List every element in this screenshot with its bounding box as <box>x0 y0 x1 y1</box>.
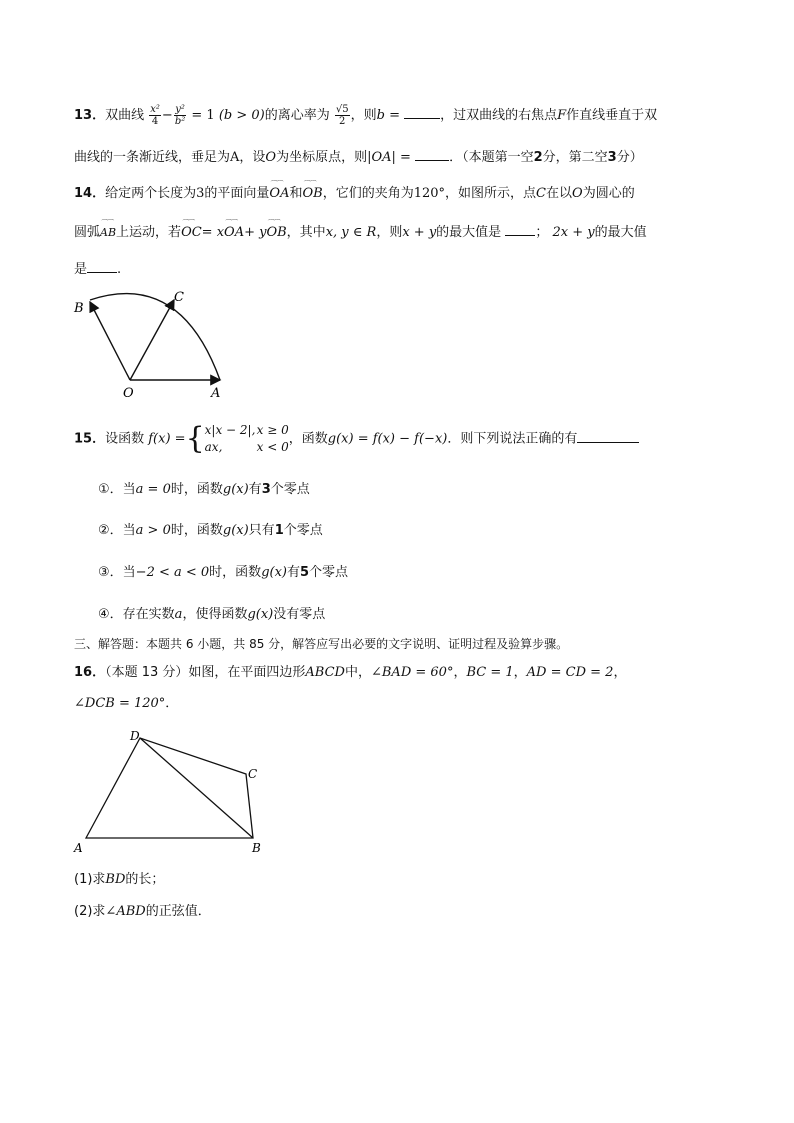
q16-part2: (2)求∠ABD的正弦值． <box>74 904 211 919</box>
q15-option-1: ①．当a = 0时，函数g(x)有3个零点 <box>98 482 310 497</box>
label-c: C <box>248 767 258 781</box>
label-o: O <box>123 386 134 401</box>
answer-blank[interactable] <box>404 104 440 119</box>
q14-number: 14． <box>74 186 106 201</box>
vector-oa: ⌒⌒ OA <box>269 184 289 204</box>
q13-line2: 曲线的一条渐近线，垂足为A，设O为坐标原点，则|OA| = ．（本题第一空2分，第二空3分） <box>74 146 643 168</box>
section-heading: 三、解答题：本题共 6 小题，共 85 分，解答应写出必要的文字说明、证明过程及验算步骤。 <box>74 637 569 651</box>
hyperbola-term1: $\frac{\text{x²}}{4}$ <box>150 104 160 127</box>
answer-blank[interactable] <box>87 258 117 273</box>
q14-line1: 14．给定两个长度为3的平面向量⌒⌒ OA和⌒⌒ OB，它们的夹角为120°，如图所示，点C在以O为圆心的 <box>74 184 635 204</box>
q14-line2: 圆弧⌒⌒ AB上运动，若⌒⌒ OC= x⌒⌒ OA+ y⌒⌒ OB，其中x, y ∈ R，则x + y的最大值是 ； 2x + y的最大值 <box>74 221 647 243</box>
quadrilateral-abcd <box>86 738 253 838</box>
q13-number: 13． <box>74 108 106 123</box>
hyperbola-rhs: = 1 <box>191 108 215 123</box>
eccentricity-value: $\frac{√5}{2}$ <box>335 104 349 127</box>
hyperbola-condition: (b > 0) <box>218 108 265 123</box>
q16-part1: (1)求BD的长； <box>74 872 165 887</box>
q15-option-4: ④．存在实数a，使得函数g(x)没有零点 <box>98 607 326 622</box>
q16-line1: 16．（本题 13 分）如图，在平面四边形ABCD中，∠BAD = 60°，BC = 1，AD = CD = 2， <box>74 665 627 680</box>
answer-blank[interactable] <box>415 146 449 161</box>
arc-ab-curve <box>90 294 220 380</box>
answer-blank[interactable] <box>577 428 639 443</box>
label-b: B <box>252 841 261 855</box>
label-b: B <box>74 301 84 316</box>
q15-line1: 15．设函数 f(x) ={ x|x − 2|,x ≥ 0 ax, x < 0 ，函数g(x) = f(x) − f(−x)．则下列说法正确的有 <box>74 422 639 456</box>
vector-ob: ⌒⌒ OB <box>302 184 322 204</box>
piecewise-function: x|x − 2|,x ≥ 0 ax, x < 0 <box>204 423 289 454</box>
arc-ab: ⌒⌒ AB <box>100 223 116 243</box>
label-a: A <box>211 386 221 401</box>
quadrilateral-figure <box>72 728 272 858</box>
label-a: A <box>74 841 83 855</box>
diagonal-bd <box>140 738 253 838</box>
q16-number: 16． <box>74 665 106 680</box>
q15-option-2: ②．当a > 0时，函数g(x)只有1个零点 <box>98 523 323 538</box>
q13-line1: 13．双曲线 $\frac{\text{x²}}{4}$ − $\frac{\text{y²}}{\text{b²}}$ = 1 (b > 0)的离心率为 $\frac{√5}{2}$ ，则b = ，过双曲线的右焦点F作直线垂直于双 <box>74 104 658 127</box>
answer-blank[interactable] <box>505 221 535 236</box>
vector-ob-line <box>90 302 130 380</box>
q13-text: 双曲线 <box>105 108 145 123</box>
sector-figure <box>70 285 240 405</box>
q15-option-3: ③．当−2 < a < 0时，函数g(x)有5个零点 <box>98 565 349 580</box>
q16-line2: ∠DCB = 120°． <box>74 696 179 711</box>
label-c: C <box>174 290 184 305</box>
q15-number: 15． <box>74 431 106 447</box>
q14-line3: 是 . <box>74 258 121 280</box>
hyperbola-term2: $\frac{\text{y²}}{\text{b²}}$ <box>174 104 186 127</box>
vector-oc-line <box>130 300 174 380</box>
label-d: D <box>130 729 140 743</box>
